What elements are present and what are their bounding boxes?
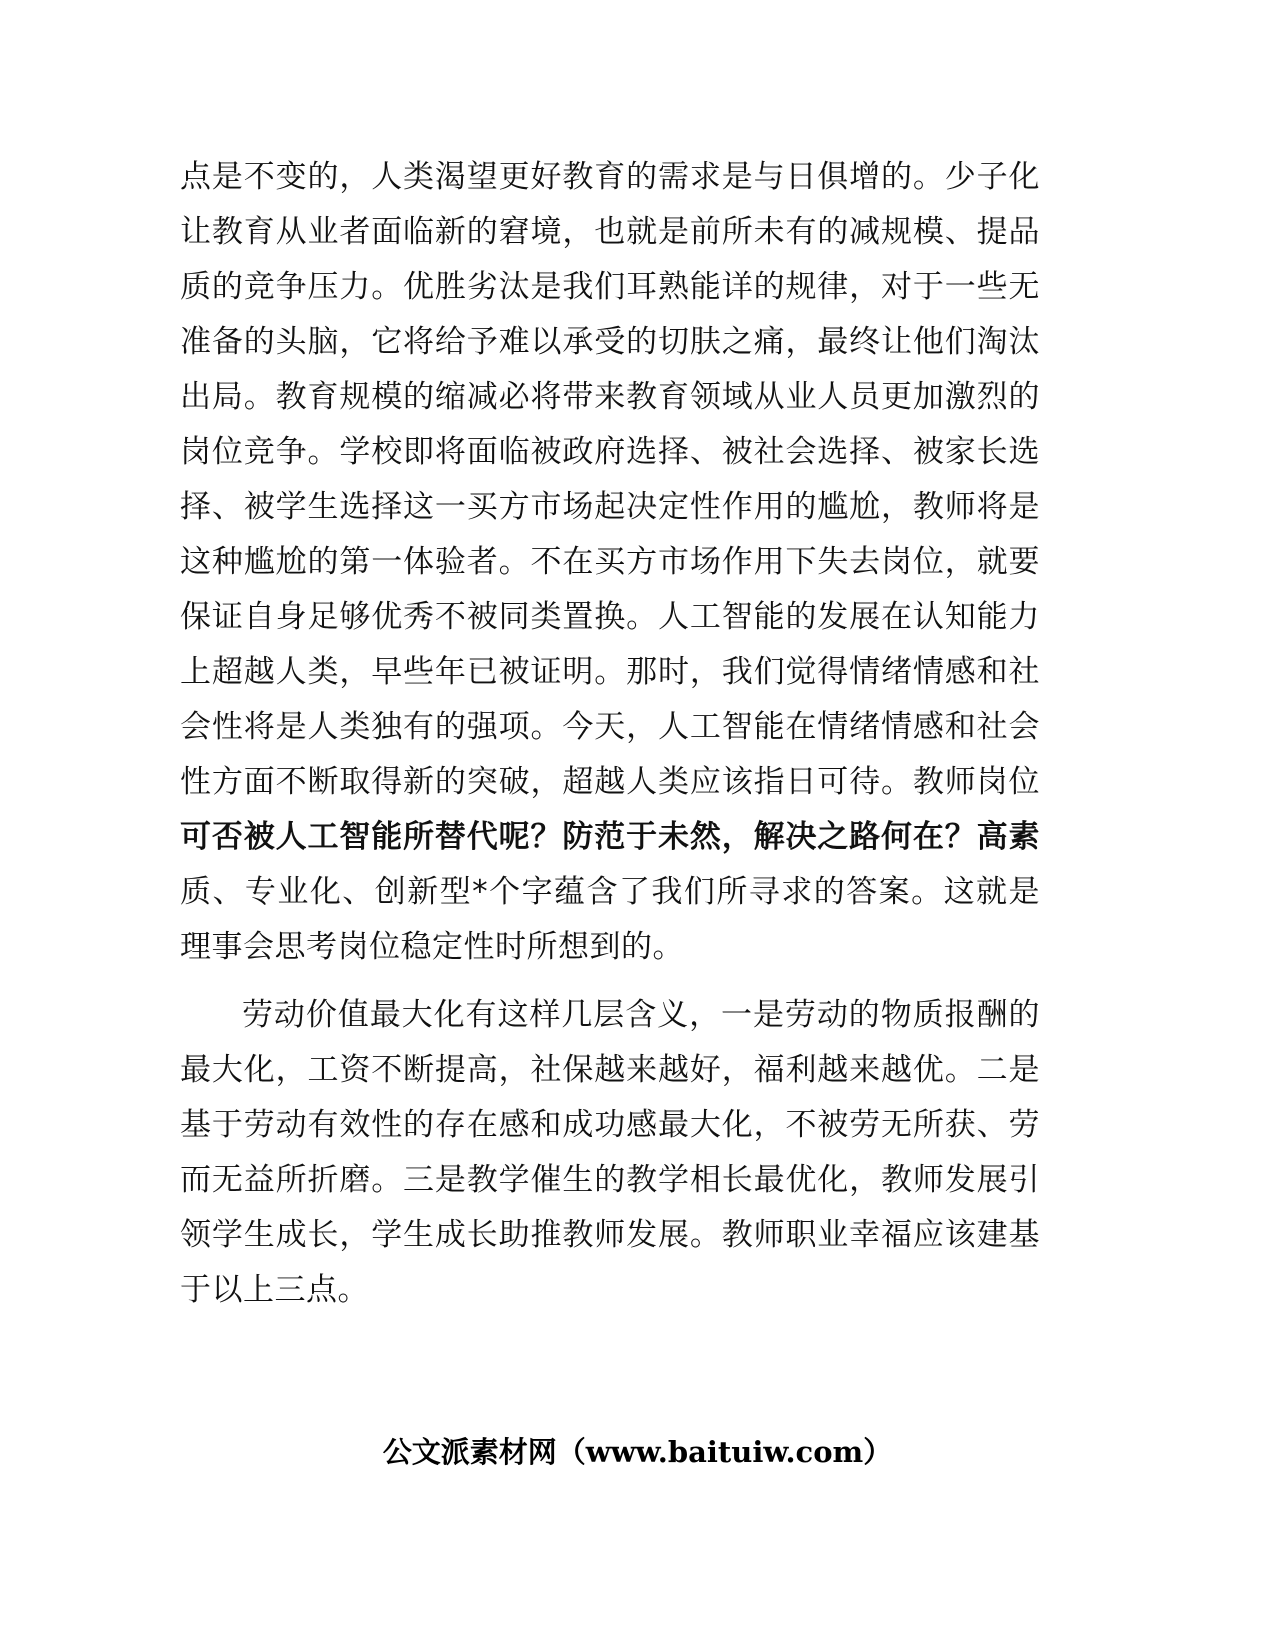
- paragraph-1: [180, 150, 1040, 975]
- paragraph-1-text-a: 点是不变的，人类渴望更好教育的需求是与日俱增的。少子化让教育从业者面临新的窘境，也就是前所未有的减规模、提品质的竞争压力。优胜劣汰是我们耳熟能详的规律，对于一些无准备的头脑，它将给予难以承受的切肤之痛，最终让他们淘汰出局。教育规模的缩减必将带来教育领域从业人员更加激烈的岗位竞争。学校即将面临被政府选择、被社会选择、被家长选择、被学生选择这一买方市场起决定性作用的尴尬，教师将是这种尴尬的第一体验者。不在买方市场作用下失去岗位，就要保证自身足够优秀不被同类置换。人工智能的发展在认知能力上超越人类，早些年已被证明。那时，我们觉得情绪情感和社会性将是人类独有的强项。今天，人工智能在情绪情感和社会性方面不断取得新的突破，超越人类应该指日可待。教师岗位: [180, 159, 1040, 800]
- footer-watermark: 公文派素材网（www.baituiw.com）: [382, 1435, 893, 1469]
- paragraph-1-text-b: 可否被人工智能所替代呢？防范于未然，解决之路何在？高素: [180, 819, 1040, 855]
- paragraph-1-text-c: 质、专业化、创新型*个字蕴含了我们所寻求的答案。这就是理事会思考岗位稳定性时所想到的。: [180, 874, 1040, 965]
- paragraph-2: 劳动价值最大化有这样几层含义，一是劳动的物质报酬的最大化，工资不断提高，社保越来越好，福利越来越优。二是基于劳动有效性的存在感和成功感最大化，不被劳无所获、劳而无益所折磨。三是教学催生的教学相长最优化，教师发展引领学生成长，学生成长助推教师发展。教师职业幸福应该建基于以上三点。: [180, 997, 1040, 1308]
- body-text: [180, 150, 1040, 1318]
